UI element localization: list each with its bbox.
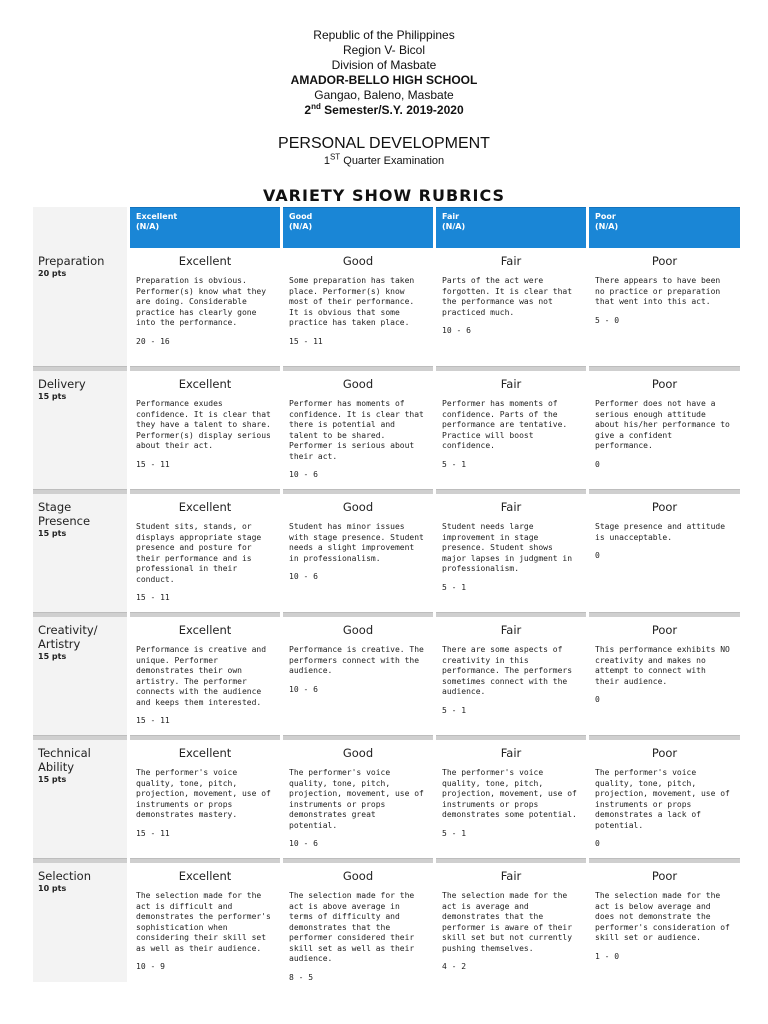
level-range: 10 - 6 [442, 326, 471, 335]
level-range: 5 - 1 [442, 582, 467, 592]
criterion-cell [33, 740, 127, 858]
level-description: The performer's voice quality, tone, pitch, projection, movement, use of instruments or props demonstrates mastery. [136, 768, 271, 819]
level-range: 10 - 6 [289, 839, 318, 848]
level-range: 1 - 0 [595, 951, 620, 961]
level-name: Fair [500, 623, 522, 637]
level-description: This performance exhibits NO creativity and makes no attempt to connect with their audience. [595, 645, 730, 686]
criterion-points: 15 pts [38, 652, 67, 661]
exam-line [0, 152, 768, 167]
criterion-cell [33, 617, 127, 735]
level-cell [436, 617, 586, 735]
level-cell [283, 740, 433, 858]
criterion-row-stage-presence [33, 494, 740, 612]
level-cell [436, 494, 586, 612]
rubric-table [30, 207, 743, 982]
level-description: Preparation is obvious. Performer(s) know what they are doing. Considerable practice has clearly gone into the performance. [136, 276, 267, 327]
level-name: Fair [500, 377, 522, 391]
level-description: Performer has moments of confidence. It is clear that there is potential and talent to be shared. Performer is serious about their act. [289, 399, 424, 461]
criterion-name: Delivery [38, 377, 86, 391]
level-description: The selection made for the act is average and demonstrates that the performer is aware of their skill set but not currently pushing themselves. [442, 891, 573, 953]
level-cell [130, 248, 280, 366]
level-name: Excellent [178, 500, 232, 514]
level-description: Student sits, stands, or displays appropriate stage presence and posture for their performance and is professional in their conduct. [136, 522, 262, 584]
criterion-row-creativity [33, 617, 740, 735]
level-description: The performer's voice quality, tone, pitch, projection, movement, use of instruments or props demonstrates some potential. [442, 768, 577, 819]
column-sub: (N/A) [136, 222, 160, 231]
level-cell [589, 248, 740, 366]
level-description: The selection made for the act is difficult and demonstrates the performer's sophistication when considering their skill set as well as their audience. [136, 891, 271, 953]
document-header [0, 28, 768, 118]
level-cell [130, 494, 280, 612]
level-range: 5 - 0 [595, 315, 620, 325]
column-sub: (N/A) [289, 222, 313, 231]
level-range: 20 - 16 [136, 336, 170, 346]
semester-line [0, 103, 768, 118]
level-description: There appears to have been no practice or preparation that went into this act. [595, 276, 721, 306]
level-description: Performance is creative. The performers connect with the audience. [289, 645, 424, 675]
level-name: Good [342, 500, 374, 514]
level-range: 0 [595, 551, 600, 560]
level-description: Parts of the act were forgotten. It is clear that the performance was not practiced much. [442, 276, 573, 317]
level-name: Excellent [178, 746, 232, 760]
level-name: Poor [651, 377, 678, 391]
level-description: Student needs large improvement in stage presence. Student shows major lapses in judgment in professionalism. [442, 522, 573, 573]
level-range: 10 - 6 [289, 572, 318, 581]
criterion-points: 20 pts [38, 269, 67, 278]
criterion-row-preparation [33, 248, 740, 366]
header-line-division: Division of Masbate [331, 58, 437, 72]
level-cell [130, 740, 280, 858]
header-line-country: Republic of the Philippines [313, 28, 455, 42]
level-cell [436, 371, 586, 489]
level-range: 0 [595, 839, 600, 848]
level-name: Poor [651, 500, 678, 514]
level-cell [283, 371, 433, 489]
level-name: Poor [651, 254, 678, 268]
level-description: There are some aspects of creativity in this performance. The performers sometimes connect with the audience. [442, 645, 573, 696]
level-description: The selection made for the act is above average in terms of difficulty and demonstrates that the performer considered their skill set as well as their audience. [289, 891, 415, 963]
level-name: Poor [651, 746, 678, 760]
level-name: Excellent [178, 377, 232, 391]
level-description: Performance exudes confidence. It is clear that they have a talent to share. Performer(s) display serious about their act. [136, 399, 271, 450]
level-cell [283, 863, 433, 982]
semester-suffix: nd [311, 102, 321, 111]
level-range: 0 [595, 695, 600, 704]
level-cell [589, 371, 740, 489]
criterion-row-technical-ability [33, 740, 740, 858]
level-cell [589, 863, 740, 982]
level-name: Excellent [178, 623, 232, 637]
level-description: The performer's voice quality, tone, pitch, projection, movement, use of instruments or props demonstrates a lack of potential. [595, 768, 730, 830]
level-cell [283, 494, 433, 612]
criterion-name: Selection [38, 869, 91, 883]
level-range: 0 [595, 459, 600, 469]
exam-suffix: ST [329, 152, 341, 162]
column-header-good [283, 207, 433, 248]
semester-number: 2 [304, 103, 312, 117]
level-description: Performer has moments of confidence. Parts of the performance are tentative. Practice will boost confidence. [442, 399, 568, 450]
level-name: Good [342, 254, 374, 268]
level-description: Performer does not have a serious enough attitude about his/her performance to give a confident performance. [595, 399, 730, 450]
column-sub: (N/A) [442, 222, 466, 231]
level-range: 10 - 6 [289, 470, 318, 479]
criterion-cell [33, 863, 127, 982]
header-blank-cell [33, 207, 127, 248]
level-description: Performance is creative and unique. Performer demonstrates their own artistry. The performer connects with the audience and keeps them interested. [136, 645, 267, 707]
column-label: Good [289, 212, 313, 221]
level-range: 15 - 11 [289, 336, 323, 346]
semester-text: Semester/S.Y. 2019-2020 [320, 103, 464, 117]
level-cell [283, 617, 433, 735]
column-header-poor [589, 207, 740, 248]
level-description: Student has minor issues with stage presence. Student needs a slight improvement in professionalism. [289, 522, 424, 563]
exam-text: Quarter Examination [340, 155, 445, 167]
rubric-title: VARIETY SHOW RUBRICS [262, 186, 506, 205]
level-range: 15 - 11 [136, 716, 170, 725]
criterion-points: 15 pts [38, 775, 67, 784]
criterion-row-delivery [33, 371, 740, 489]
level-name: Excellent [178, 254, 232, 268]
level-name: Good [342, 377, 374, 391]
level-range: 4 - 2 [442, 962, 467, 971]
level-name: Excellent [178, 869, 232, 883]
level-description: The performer's voice quality, tone, pitch, projection, movement, use of instruments or props demonstrates great potential. [289, 768, 424, 830]
level-name: Good [342, 746, 374, 760]
level-cell [130, 617, 280, 735]
level-range: 8 - 5 [289, 972, 314, 982]
level-name: Poor [651, 623, 678, 637]
column-header-excellent [130, 207, 280, 248]
criterion-cell [33, 248, 127, 366]
school-address: Gangao, Baleno, Masbate [314, 88, 454, 102]
criterion-points: 10 pts [38, 884, 67, 893]
level-description: Some preparation has taken place. Performer(s) know most of their performance. It is obvious that some practice has taken place. [289, 276, 415, 327]
criterion-name: Stage Presence [38, 500, 91, 528]
level-name: Poor [651, 869, 678, 883]
level-range: 15 - 11 [136, 593, 170, 602]
level-range: 15 - 11 [136, 828, 170, 838]
column-header-fair [436, 207, 586, 248]
level-name: Fair [500, 869, 522, 883]
level-range: 5 - 1 [442, 705, 467, 715]
criterion-row-selection [33, 863, 740, 982]
criterion-name: Preparation [38, 254, 105, 268]
school-name: AMADOR-BELLO HIGH SCHOOL [290, 73, 478, 87]
level-cell [130, 863, 280, 982]
rubric-header-row [33, 207, 740, 248]
level-name: Fair [500, 746, 522, 760]
level-range: 5 - 1 [442, 459, 467, 469]
criterion-cell [33, 494, 127, 612]
level-cell [283, 248, 433, 366]
column-sub: (N/A) [595, 222, 619, 231]
level-description: The selection made for the act is below average and does not demonstrate the performer's consideration of skill set or audience. [595, 891, 730, 942]
level-cell [436, 248, 586, 366]
level-name: Good [342, 869, 374, 883]
header-line-region: Region V- Bicol [342, 43, 426, 57]
level-name: Good [342, 623, 374, 637]
criterion-points: 15 pts [38, 529, 67, 538]
level-range: 15 - 11 [136, 459, 170, 469]
level-cell [589, 494, 740, 612]
level-range: 10 - 6 [289, 684, 318, 694]
criterion-name: Technical Ability [38, 746, 91, 774]
column-label: Fair [442, 212, 460, 221]
criterion-points: 15 pts [38, 392, 67, 401]
criterion-name: Creativity/ Artistry [38, 623, 98, 651]
level-cell [589, 740, 740, 858]
level-cell [130, 371, 280, 489]
level-cell [436, 740, 586, 858]
column-label: Poor [595, 212, 616, 221]
level-cell [589, 617, 740, 735]
level-cell [436, 863, 586, 982]
column-label: Excellent [136, 212, 178, 221]
level-name: Fair [500, 500, 522, 514]
level-description: Stage presence and attitude is unacceptable. [595, 522, 726, 542]
level-name: Fair [500, 254, 522, 268]
subject-title: PERSONAL DEVELOPMENT [278, 135, 490, 152]
criterion-cell [33, 371, 127, 489]
level-range: 5 - 1 [442, 828, 467, 838]
level-range: 10 - 9 [136, 962, 165, 971]
exam-number: 1 [323, 155, 330, 167]
